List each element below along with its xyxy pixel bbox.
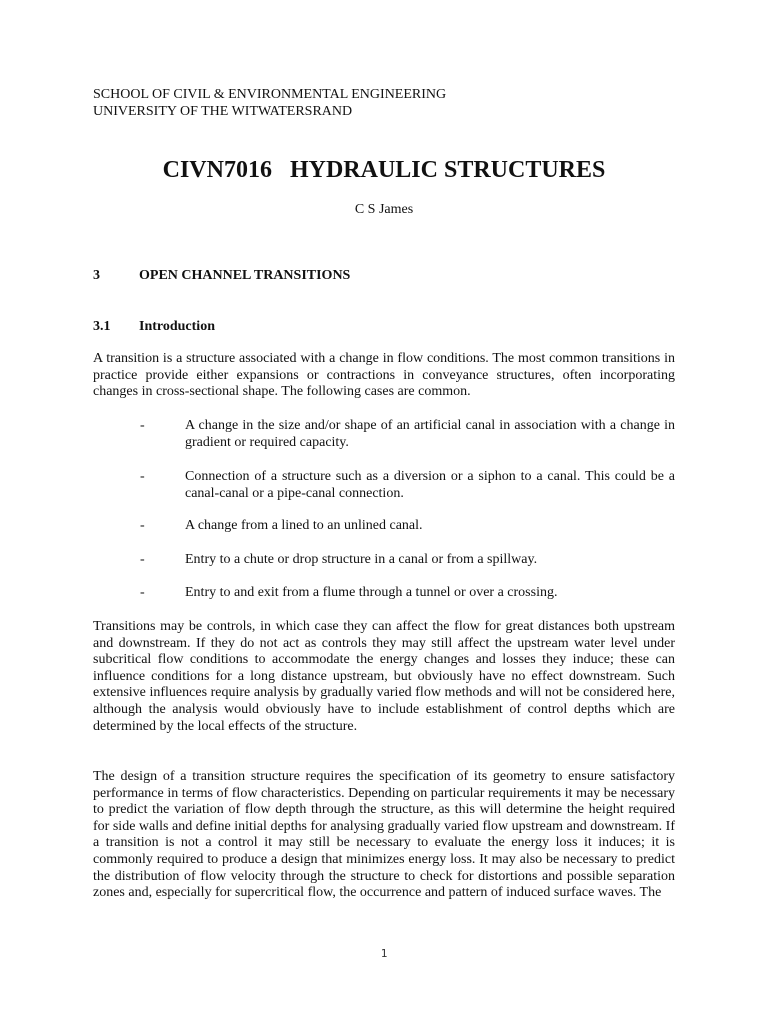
section-title: OPEN CHANNEL TRANSITIONS	[139, 268, 351, 283]
intro-paragraph: A transition is a structure associated with a change in flow conditions. The most common transitions in practice provide either expansions or contractions in conveyance structures, often incorporating changes in cross-sectional shape. The following cases are common.	[93, 351, 675, 400]
page-number: 1	[380, 947, 388, 960]
section-number: 3	[93, 268, 100, 283]
university-name: UNIVERSITY OF THE WITWATERSRAND	[93, 104, 353, 119]
bullet-text: Entry to a chute or drop structure in a canal or from a spillway.	[185, 552, 538, 567]
bullet-text: A change in the size and/or shape of an artificial canal in association with a change in gradient or required capacity.	[185, 418, 675, 450]
author-name: C S James	[354, 202, 414, 217]
bullet-text: Entry to and exit from a flume through a tunnel or over a crossing.	[185, 585, 558, 600]
subsection-title: Introduction	[139, 319, 215, 334]
school-name: SCHOOL OF CIVIL & ENVIRONMENTAL ENGINEERING	[93, 87, 447, 102]
subsection-number: 3.1	[93, 319, 111, 334]
course-title: CIVN7016 HYDRAULIC STRUCTURES	[162, 157, 606, 183]
body-paragraph: Transitions may be controls, in which case they can affect the flow for great distances both upstream and downstream. If they do not act as controls they may still affect the upstream water level under subcritical flow conditions to accommodate the energy changes and losses they induce; these can influence conditions for a long distance upstream, but obviously have no effect downstream. Such extensive influences require analysis by gradually varied flow methods and will not be considered here, although the analysis would obviously have to include establishment of control depths which are determined by the local effects of the structure.	[93, 619, 675, 734]
bullet-dash: -	[140, 585, 145, 600]
bullet-text: Connection of a structure such as a diversion or a siphon to a canal. This could be a canal-canal or a pipe-canal connection.	[185, 469, 675, 501]
bullet-dash: -	[140, 469, 145, 484]
bullet-dash: -	[140, 418, 145, 433]
institution-header	[93, 86, 446, 120]
body-paragraph: The design of a transition structure requires the specification of its geometry to ensure satisfactory performance in terms of flow characteristics. Depending on particular requirements it may be necessary to predict the variation of flow depth through the structure, as this will determine the height required for side walls and define initial depths for analysing gradually varied flow upstream and downstream. If a transition is not a control it may still be necessary to evaluate the energy loss it induces; it is commonly required to produce a design that minimizes energy loss. It may also be necessary to predict the distribution of flow velocity through the structure to check for distortions and possible separation zones and, especially for supercritical flow, the occurrence and pattern of induced surface waves. The	[93, 769, 675, 901]
bullet-dash: -	[140, 518, 145, 533]
bullet-dash: -	[140, 552, 145, 567]
bullet-text: A change from a lined to an unlined canal.	[185, 518, 423, 533]
